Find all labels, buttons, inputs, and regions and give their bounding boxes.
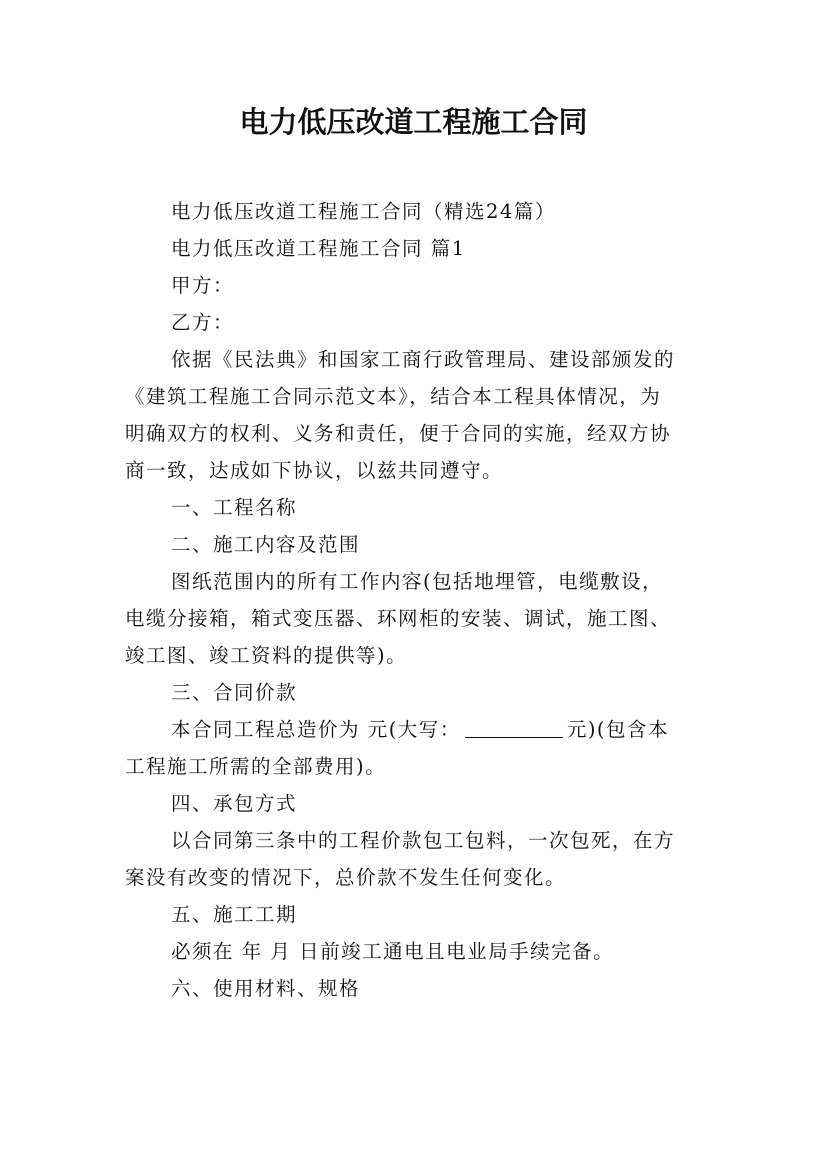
party-b-line: 乙方： xyxy=(171,311,235,334)
document-body xyxy=(125,193,715,1007)
section-heading: 四、承包方式 xyxy=(171,792,298,815)
paragraph-line: 以合同第三条中的工程价款包工包料，一次包死，在方 xyxy=(171,829,676,852)
blank-underline xyxy=(465,717,563,738)
paragraph-line: 竣工图、竣工资料的提供等)。 xyxy=(125,644,408,667)
subtitle-line: 电力低压改道工程施工合同（精选24篇） xyxy=(171,200,556,223)
price-line xyxy=(125,711,715,748)
section-heading: 三、合同价款 xyxy=(171,681,298,704)
section-heading: 五、施工工期 xyxy=(171,903,298,926)
paragraph-line: 电缆分接箱，箱式变压器、环网柜的安装、调试，施工图、 xyxy=(125,607,672,630)
paragraph-line: 明确双方的权利、义务和责任，便于合同的实施，经双方协 xyxy=(125,422,672,445)
section-heading: 六、使用材料、规格 xyxy=(171,977,361,1000)
price-text: 本合同工程总造价为 元(大写： xyxy=(171,718,461,741)
paragraph-line: 商一致，达成如下协议，以兹共同遵守。 xyxy=(125,459,504,482)
paragraph-line: 工程施工所需的全部费用)。 xyxy=(125,755,387,778)
section-heading: 一、工程名称 xyxy=(171,496,298,519)
paragraph-line: 依据《民法典》和国家工商行政管理局、建设部颁发的 xyxy=(171,348,676,371)
chapter-heading: 电力低压改道工程施工合同 篇1 xyxy=(171,237,466,260)
paragraph-line: 《建筑工程施工合同示范文本》，结合本工程具体情况，为 xyxy=(125,385,662,408)
paragraph-line: 图纸范围内的所有工作内容(包括地埋管，电缆敷设， xyxy=(171,570,664,593)
paragraph-line: 必须在 年 月 日前竣工通电且电业局手续完备。 xyxy=(171,940,615,963)
party-a-line: 甲方： xyxy=(171,274,235,297)
document-title: 电力低压改道工程施工合同 xyxy=(239,105,588,139)
section-heading: 二、施工内容及范围 xyxy=(171,533,361,556)
paragraph-line: 案没有改变的情况下，总价款不发生任何变化。 xyxy=(125,866,567,889)
price-text-end: 元)(包含本 xyxy=(566,718,670,741)
